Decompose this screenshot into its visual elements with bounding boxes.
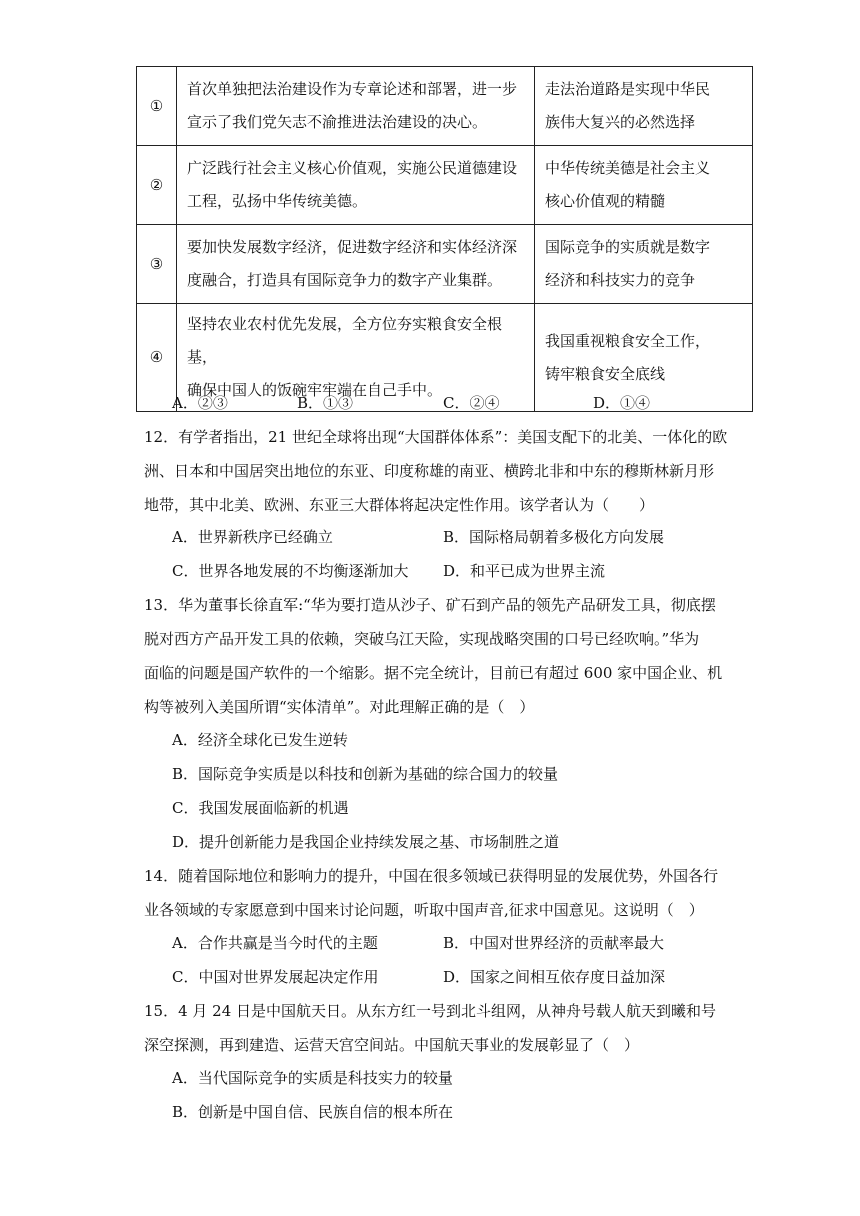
q13-stem-line: 脱对西方产品开发工具的依赖，突破乌江天险，实现战略突围的口号已经吹响。”华为 [144,630,700,648]
q13-option-d[interactable]: D．提升创新能力是我国企业持续发展之基、市场制胜之道 [172,833,560,851]
q12-stem-line: 12．有学者指出，21 世纪全球将出现“大国群体体系”：美国支配下的北美、一体化的欧 [144,428,728,446]
row-number: ② [137,146,177,225]
row-number: ④ [137,304,177,412]
q15-option-b[interactable]: B．创新是中国自信、民族自信的根本所在 [172,1103,454,1121]
q13-option-b[interactable]: B．国际竞争实质是以科技和创新为基础的综合国力的较量 [172,765,559,783]
q11-option-d[interactable]: D．①④ [593,394,651,412]
q12-option-b[interactable]: B．国际格局朝着多极化方向发展 [443,528,665,546]
q12-stem-line: 地带，其中北美、欧洲、东亚三大群体将起决定性作用。该学者认为（ ） [144,496,655,514]
q11-option-a[interactable]: A．②③ [172,394,228,412]
q15-stem-line: 15．4 月 24 日是中国航天日。从东方红一号到北斗组网，从神舟号载人航天到曦和号 [144,1002,717,1020]
q15-stem-line: 深空探测，再到建造、运营天宫空间站。中国航天事业的发展彰显了（ ） [144,1036,640,1054]
q13-stem-line: 面临的问题是国产软件的一个缩影。据不完全统计，目前已有超过 600 家中国企业、机 [144,664,723,682]
q11-option-b[interactable]: B．①③ [297,394,354,412]
row-meaning: 走法治道路是实现中华民 族伟大复兴的必然选择 [535,67,753,146]
q13-stem-line: 13．华为董事长徐直军:“华为要打造从沙子、矿石到产品的领先产品研发工具，彻底摆 [144,596,716,614]
q13-stem-line: 构等被列入美国所谓“实体清单”。对此理解正确的是（ ） [144,698,535,716]
q12-option-a[interactable]: A．世界新秩序已经确立 [172,528,333,546]
row-content: 坚持农业农村优先发展，全方位夯实粮食安全根基， 确保中国人的饭碗牢牢端在自己手中。 [177,304,535,412]
q14-option-c[interactable]: C．中国对世界发展起决定作用 [172,968,379,986]
q14-stem-line: 14．随着国际地位和影响力的提升，中国在很多领域已获得明显的发展优势，外国各行 [144,867,719,885]
q13-option-c[interactable]: C．我国发展面临新的机遇 [172,799,349,817]
q11-option-c[interactable]: C．②④ [443,394,500,412]
q14-option-b[interactable]: B．中国对世界经济的贡献率最大 [443,934,665,952]
row-number: ③ [137,225,177,304]
table-row [137,146,753,225]
row-meaning: 国际竞争的实质就是数字 经济和科技实力的竞争 [535,225,753,304]
q14-option-d[interactable]: D．国家之间相互依存度日益加深 [443,968,666,986]
q12-stem-line: 洲、日本和中国居突出地位的东亚、印度称雄的南亚、横跨北非和中东的穆斯林新月形 [144,462,715,480]
q12-option-d[interactable]: D．和平已成为世界主流 [443,562,606,580]
row-content: 首次单独把法治建设作为专章论述和部署，进一步 宣示了我们党矢志不渝推进法治建设的决心。 [177,67,535,146]
row-content: 广泛践行社会主义核心价值观，实施公民道德建设 工程，弘扬中华传统美德。 [177,146,535,225]
q14-option-a[interactable]: A．合作共赢是当今时代的主题 [172,934,378,952]
q15-option-a[interactable]: A．当代国际竞争的实质是科技实力的较量 [172,1069,453,1087]
row-meaning: 我国重视粮食安全工作， 铸牢粮食安全底线 [535,304,753,412]
q13-option-a[interactable]: A．经济全球化已发生逆转 [172,731,348,749]
table-row [137,225,753,304]
row-content: 要加快发展数字经济，促进数字经济和实体经济深 度融合，打造具有国际竞争力的数字产业集群。 [177,225,535,304]
table-row [137,67,753,146]
q12-option-c[interactable]: C．世界各地发展的不均衡逐渐加大 [172,562,409,580]
row-meaning: 中华传统美德是社会主义 核心价值观的精髓 [535,146,753,225]
row-number: ① [137,67,177,146]
q14-stem-line: 业各领域的专家愿意到中国来讨论问题，听取中国声音,征求中国意见。这说明（ ） [144,901,704,919]
question-11-table [136,66,753,412]
